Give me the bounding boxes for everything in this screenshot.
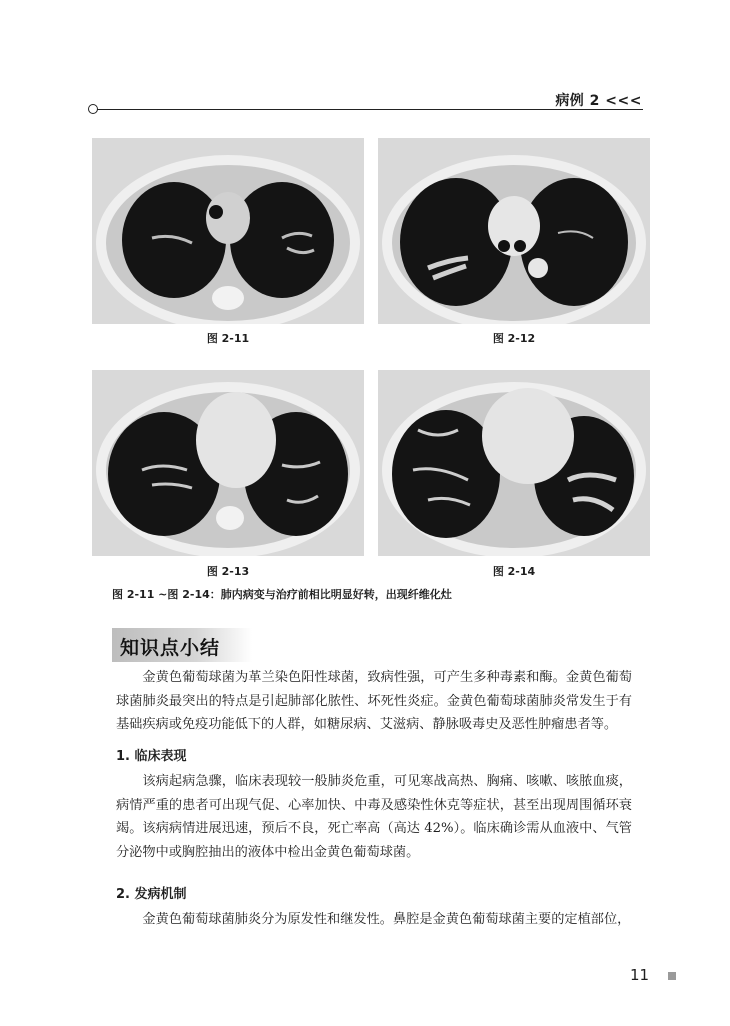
page-marker [668,972,676,980]
running-header: 病例 2 <<< [555,93,642,109]
ct-image-2-12 [378,138,650,324]
subheading-pathogenesis: 2. 发病机制 [116,887,187,902]
ct-scan-graphic [378,138,650,324]
intro-paragraph: 金黄色葡萄球菌为革兰染色阳性球菌，致病性强，可产生多种毒素和酶。金黄色葡萄球菌肺炎最突出的特点是引起肺部化脓性、坏死性炎症。金黄色葡萄球菌肺炎常发生于有基础疾病或免疫功能低下的人群，如糖尿病、艾滋病、静脉吸毒史及恶性肿瘤患者等。 [116,670,632,732]
section-title-box [112,628,252,662]
ct-image-2-13 [92,370,364,556]
ct-scan-graphic [378,370,650,556]
ct-scan-graphic [92,138,364,324]
page-number: 11 [630,966,650,984]
section-title: 知识点小结 [120,637,221,659]
header-dot [88,104,98,114]
clinical-paragraph: 该病起病急骤，临床表现较一般肺炎危重，可见寒战高热、胸痛、咳嗽、咳脓血痰，病情严重的患者可出现气促、心率加快、中毒及感染性休克等症状，甚至出现周围循环衰竭。该病病情进展迅速，预后不良，死亡率高（高达 42%）。临床确诊需从血液中、气管分泌物中或胸腔抽出的液体中检出金黄色葡萄球菌。 [116,774,632,860]
figure-caption: 图 2-13 [206,565,250,578]
subheading-clinical: 1. 临床表现 [116,749,187,764]
figure-caption: 图 2-12 [492,332,536,345]
pathogenesis-paragraph: 金黄色葡萄球菌肺炎分为原发性和继发性。鼻腔是金黄色葡萄球菌主要的定植部位， [142,912,631,927]
figure-note: 图 2-11 ~图 2-14：肺内病变与治疗前相比明显好转，出现纤维化灶 [112,588,452,601]
ct-image-2-14 [378,370,650,556]
ct-image-2-11 [92,138,364,324]
ct-scan-graphic [92,370,364,556]
figure-caption: 图 2-14 [492,565,536,578]
figure-caption: 图 2-11 [206,332,250,345]
header-rule [96,109,643,110]
